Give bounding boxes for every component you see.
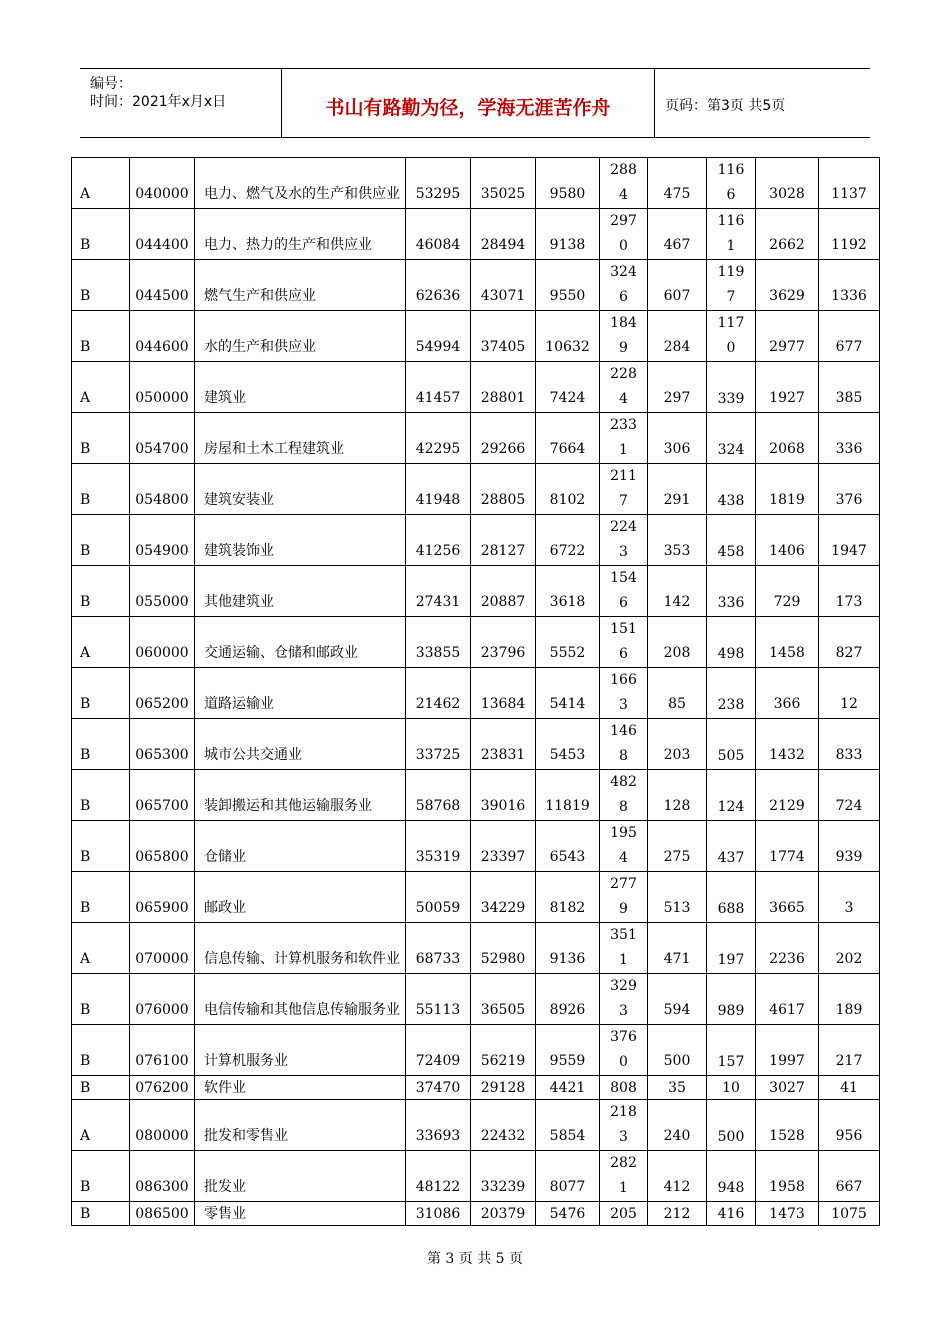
cell-value-3: 8102: [536, 464, 600, 515]
cell-value-3: 7664: [536, 413, 600, 464]
cell-level: B: [72, 413, 130, 464]
cell-value-1: 46084: [406, 209, 471, 260]
cell-value-4: 2821: [600, 1151, 648, 1202]
cell-industry-name: 邮政业: [195, 872, 406, 923]
cell-value-1: 58768: [406, 770, 471, 821]
cell-value-7: 1958: [756, 1151, 819, 1202]
cell-value-5: 353: [648, 515, 707, 566]
cell-value-7: 2977: [756, 311, 819, 362]
cell-value-3: 5476: [536, 1202, 600, 1226]
cell-value-6: 458: [707, 515, 756, 566]
cell-level: B: [72, 1151, 130, 1202]
cell-code: 055000: [130, 566, 195, 617]
cell-value-3: 5453: [536, 719, 600, 770]
cell-value-5: 306: [648, 413, 707, 464]
table-row: [72, 260, 880, 311]
cell-value-3: 5552: [536, 617, 600, 668]
cell-value-2: 52980: [471, 923, 536, 974]
cell-value-7: 1473: [756, 1202, 819, 1226]
cell-value-6: 438: [707, 464, 756, 515]
cell-code: 044600: [130, 311, 195, 362]
cell-value-8: 956: [819, 1100, 880, 1151]
cell-value-7: 2662: [756, 209, 819, 260]
cell-industry-name: 房屋和土木工程建筑业: [195, 413, 406, 464]
cell-value-6: 238: [707, 668, 756, 719]
cell-code: 076200: [130, 1076, 195, 1100]
cell-value-8: 833: [819, 719, 880, 770]
cell-value-2: 34229: [471, 872, 536, 923]
cell-industry-name: 电信传输和其他信息传输服务业: [195, 974, 406, 1025]
cell-code: 086300: [130, 1151, 195, 1202]
industry-table: [71, 157, 880, 1226]
page-footer: 第 3 页 共 5 页: [426, 1251, 524, 1267]
cell-value-4: 2884: [600, 158, 648, 209]
cell-value-1: 72409: [406, 1025, 471, 1076]
table-row: [72, 566, 880, 617]
cell-value-7: 2236: [756, 923, 819, 974]
cell-value-2: 23831: [471, 719, 536, 770]
cell-code: 065800: [130, 821, 195, 872]
cell-value-1: 35319: [406, 821, 471, 872]
cell-value-6: 336: [707, 566, 756, 617]
cell-value-6: 688: [707, 872, 756, 923]
cell-value-8: 1137: [819, 158, 880, 209]
cell-value-1: 50059: [406, 872, 471, 923]
cell-value-7: 3028: [756, 158, 819, 209]
cell-industry-name: 其他建筑业: [195, 566, 406, 617]
cell-level: B: [72, 821, 130, 872]
page-header: [80, 68, 870, 138]
cell-code: 040000: [130, 158, 195, 209]
cell-code: 054900: [130, 515, 195, 566]
cell-code: 054800: [130, 464, 195, 515]
cell-value-5: 212: [648, 1202, 707, 1226]
cell-code: 080000: [130, 1100, 195, 1151]
cell-value-1: 53295: [406, 158, 471, 209]
cell-value-3: 9559: [536, 1025, 600, 1076]
cell-code: 060000: [130, 617, 195, 668]
cell-value-6: 339: [707, 362, 756, 413]
cell-level: B: [72, 566, 130, 617]
cell-industry-name: 建筑装饰业: [195, 515, 406, 566]
table-row: [72, 1025, 880, 1076]
cell-industry-name: 装卸搬运和其他运输服务业: [195, 770, 406, 821]
cell-value-5: 240: [648, 1100, 707, 1151]
cell-value-7: 1406: [756, 515, 819, 566]
table-row: [72, 974, 880, 1025]
cell-code: 065300: [130, 719, 195, 770]
cell-value-8: 1075: [819, 1202, 880, 1226]
cell-code: 065200: [130, 668, 195, 719]
cell-code: 054700: [130, 413, 195, 464]
cell-value-5: 471: [648, 923, 707, 974]
cell-value-1: 37470: [406, 1076, 471, 1100]
cell-industry-name: 建筑业: [195, 362, 406, 413]
cell-value-2: 56219: [471, 1025, 536, 1076]
cell-value-3: 11819: [536, 770, 600, 821]
cell-code: 050000: [130, 362, 195, 413]
header-page-number: 页码：第3页 共5页: [665, 98, 786, 114]
cell-value-1: 55113: [406, 974, 471, 1025]
cell-industry-name: 电力、燃气及水的生产和供应业: [195, 158, 406, 209]
cell-industry-name: 计算机服务业: [195, 1025, 406, 1076]
cell-value-8: 189: [819, 974, 880, 1025]
industry-table-body: [72, 158, 880, 1226]
cell-value-7: 729: [756, 566, 819, 617]
cell-value-5: 467: [648, 209, 707, 260]
cell-value-6: 416: [707, 1202, 756, 1226]
table-row: [72, 668, 880, 719]
cell-value-5: 284: [648, 311, 707, 362]
table-row: [72, 464, 880, 515]
cell-value-5: 297: [648, 362, 707, 413]
cell-value-4: 2117: [600, 464, 648, 515]
cell-value-4: 1468: [600, 719, 648, 770]
cell-level: B: [72, 974, 130, 1025]
cell-value-7: 1458: [756, 617, 819, 668]
cell-value-8: 41: [819, 1076, 880, 1100]
cell-value-3: 6722: [536, 515, 600, 566]
cell-level: B: [72, 770, 130, 821]
cell-value-8: 202: [819, 923, 880, 974]
cell-value-3: 9138: [536, 209, 600, 260]
cell-value-6: 324: [707, 413, 756, 464]
cell-value-2: 20887: [471, 566, 536, 617]
cell-value-4: 2970: [600, 209, 648, 260]
cell-value-4: 1954: [600, 821, 648, 872]
table-row: [72, 923, 880, 974]
cell-value-8: 336: [819, 413, 880, 464]
table-row: [72, 1100, 880, 1151]
cell-value-8: 939: [819, 821, 880, 872]
cell-value-4: 4828: [600, 770, 648, 821]
header-time: 时间：2021年x月x日: [90, 94, 227, 110]
cell-value-6: 124: [707, 770, 756, 821]
cell-industry-name: 电力、热力的生产和供应业: [195, 209, 406, 260]
cell-value-2: 28801: [471, 362, 536, 413]
table-row: [72, 719, 880, 770]
table-row: [72, 617, 880, 668]
cell-value-6: 10: [707, 1076, 756, 1100]
cell-value-3: 5414: [536, 668, 600, 719]
cell-value-7: 366: [756, 668, 819, 719]
table-row: [72, 872, 880, 923]
cell-value-2: 36505: [471, 974, 536, 1025]
cell-value-1: 41256: [406, 515, 471, 566]
cell-value-4: 2331: [600, 413, 648, 464]
cell-value-6: 505: [707, 719, 756, 770]
cell-value-8: 1947: [819, 515, 880, 566]
cell-value-1: 42295: [406, 413, 471, 464]
cell-value-1: 33855: [406, 617, 471, 668]
cell-value-6: 989: [707, 974, 756, 1025]
cell-value-6: 1161: [707, 209, 756, 260]
cell-value-3: 10632: [536, 311, 600, 362]
cell-value-3: 8077: [536, 1151, 600, 1202]
cell-value-7: 1819: [756, 464, 819, 515]
cell-value-8: 667: [819, 1151, 880, 1202]
cell-value-6: 157: [707, 1025, 756, 1076]
cell-value-1: 31086: [406, 1202, 471, 1226]
cell-value-1: 33693: [406, 1100, 471, 1151]
cell-level: B: [72, 668, 130, 719]
cell-value-2: 37405: [471, 311, 536, 362]
cell-value-8: 1192: [819, 209, 880, 260]
cell-value-4: 2779: [600, 872, 648, 923]
cell-level: B: [72, 872, 130, 923]
cell-value-4: 3293: [600, 974, 648, 1025]
cell-value-5: 35: [648, 1076, 707, 1100]
cell-level: A: [72, 158, 130, 209]
cell-value-5: 203: [648, 719, 707, 770]
cell-value-6: 500: [707, 1100, 756, 1151]
cell-level: A: [72, 362, 130, 413]
cell-industry-name: 城市公共交通业: [195, 719, 406, 770]
cell-level: B: [72, 1202, 130, 1226]
cell-value-2: 20379: [471, 1202, 536, 1226]
cell-value-2: 28494: [471, 209, 536, 260]
cell-industry-name: 燃气生产和供应业: [195, 260, 406, 311]
cell-value-2: 28805: [471, 464, 536, 515]
header-page-cell: [655, 69, 870, 137]
cell-value-7: 3027: [756, 1076, 819, 1100]
cell-value-4: 1516: [600, 617, 648, 668]
cell-value-6: 1170: [707, 311, 756, 362]
cell-value-7: 1528: [756, 1100, 819, 1151]
header-motto-cell: [282, 69, 655, 137]
cell-value-4: 3246: [600, 260, 648, 311]
cell-code: 076000: [130, 974, 195, 1025]
cell-value-8: 217: [819, 1025, 880, 1076]
cell-value-6: 197: [707, 923, 756, 974]
cell-value-8: 173: [819, 566, 880, 617]
table-row: [72, 515, 880, 566]
table-row: [72, 413, 880, 464]
cell-value-5: 142: [648, 566, 707, 617]
cell-value-4: 808: [600, 1076, 648, 1100]
cell-code: 044400: [130, 209, 195, 260]
cell-value-3: 3618: [536, 566, 600, 617]
header-number: 编号：: [90, 76, 132, 92]
cell-value-6: 948: [707, 1151, 756, 1202]
cell-value-5: 513: [648, 872, 707, 923]
cell-value-2: 43071: [471, 260, 536, 311]
cell-value-6: 498: [707, 617, 756, 668]
cell-value-5: 208: [648, 617, 707, 668]
cell-value-3: 9550: [536, 260, 600, 311]
cell-level: A: [72, 1100, 130, 1151]
cell-value-8: 385: [819, 362, 880, 413]
cell-level: B: [72, 515, 130, 566]
cell-value-7: 1997: [756, 1025, 819, 1076]
cell-value-2: 28127: [471, 515, 536, 566]
table-row: [72, 158, 880, 209]
cell-value-1: 48122: [406, 1151, 471, 1202]
cell-industry-name: 信息传输、计算机服务和软件业: [195, 923, 406, 974]
cell-value-5: 500: [648, 1025, 707, 1076]
cell-value-8: 827: [819, 617, 880, 668]
cell-value-3: 8182: [536, 872, 600, 923]
cell-value-8: 3: [819, 872, 880, 923]
cell-value-2: 22432: [471, 1100, 536, 1151]
cell-value-4: 3760: [600, 1025, 648, 1076]
cell-industry-name: 仓储业: [195, 821, 406, 872]
table-row: [72, 1076, 880, 1100]
cell-value-5: 275: [648, 821, 707, 872]
cell-value-4: 2284: [600, 362, 648, 413]
cell-value-1: 62636: [406, 260, 471, 311]
cell-value-2: 33239: [471, 1151, 536, 1202]
cell-value-2: 23397: [471, 821, 536, 872]
cell-value-2: 35025: [471, 158, 536, 209]
table-row: [72, 209, 880, 260]
cell-value-1: 41948: [406, 464, 471, 515]
cell-value-8: 724: [819, 770, 880, 821]
cell-value-4: 3511: [600, 923, 648, 974]
table-row: [72, 1151, 880, 1202]
cell-value-7: 1927: [756, 362, 819, 413]
cell-value-6: 437: [707, 821, 756, 872]
cell-industry-name: 批发业: [195, 1151, 406, 1202]
cell-industry-name: 水的生产和供应业: [195, 311, 406, 362]
cell-code: 065700: [130, 770, 195, 821]
cell-value-8: 1336: [819, 260, 880, 311]
cell-value-2: 39016: [471, 770, 536, 821]
cell-industry-name: 交通运输、仓储和邮政业: [195, 617, 406, 668]
table-row: [72, 1202, 880, 1226]
cell-value-3: 6543: [536, 821, 600, 872]
cell-industry-name: 零售业: [195, 1202, 406, 1226]
cell-value-7: 2129: [756, 770, 819, 821]
cell-value-7: 2068: [756, 413, 819, 464]
cell-value-5: 291: [648, 464, 707, 515]
cell-value-1: 33725: [406, 719, 471, 770]
cell-value-2: 29128: [471, 1076, 536, 1100]
cell-value-5: 475: [648, 158, 707, 209]
cell-value-4: 1849: [600, 311, 648, 362]
cell-value-4: 205: [600, 1202, 648, 1226]
cell-value-5: 607: [648, 260, 707, 311]
cell-value-1: 68733: [406, 923, 471, 974]
cell-industry-name: 批发和零售业: [195, 1100, 406, 1151]
cell-code: 065900: [130, 872, 195, 923]
cell-level: B: [72, 1076, 130, 1100]
cell-value-3: 4421: [536, 1076, 600, 1100]
cell-value-1: 21462: [406, 668, 471, 719]
cell-value-5: 128: [648, 770, 707, 821]
cell-value-4: 1546: [600, 566, 648, 617]
cell-value-6: 1197: [707, 260, 756, 311]
cell-value-1: 54994: [406, 311, 471, 362]
cell-code: 044500: [130, 260, 195, 311]
cell-value-1: 27431: [406, 566, 471, 617]
cell-value-7: 1774: [756, 821, 819, 872]
header-motto: 书山有路勤为径，学海无涯苦作舟: [325, 97, 611, 119]
cell-value-7: 1432: [756, 719, 819, 770]
table-row: [72, 311, 880, 362]
cell-level: B: [72, 209, 130, 260]
cell-level: A: [72, 923, 130, 974]
cell-value-2: 23796: [471, 617, 536, 668]
cell-value-8: 376: [819, 464, 880, 515]
table-row: [72, 821, 880, 872]
cell-value-8: 12: [819, 668, 880, 719]
cell-value-2: 13684: [471, 668, 536, 719]
cell-industry-name: 道路运输业: [195, 668, 406, 719]
cell-level: B: [72, 311, 130, 362]
cell-value-4: 2243: [600, 515, 648, 566]
cell-code: 086500: [130, 1202, 195, 1226]
cell-value-7: 4617: [756, 974, 819, 1025]
cell-industry-name: 软件业: [195, 1076, 406, 1100]
cell-value-1: 41457: [406, 362, 471, 413]
cell-value-2: 29266: [471, 413, 536, 464]
table-row: [72, 362, 880, 413]
cell-value-8: 677: [819, 311, 880, 362]
cell-code: 076100: [130, 1025, 195, 1076]
cell-industry-name: 建筑安装业: [195, 464, 406, 515]
cell-code: 070000: [130, 923, 195, 974]
cell-value-3: 7424: [536, 362, 600, 413]
cell-level: B: [72, 1025, 130, 1076]
cell-level: B: [72, 719, 130, 770]
cell-level: A: [72, 617, 130, 668]
cell-value-7: 3629: [756, 260, 819, 311]
cell-value-5: 85: [648, 668, 707, 719]
cell-level: B: [72, 260, 130, 311]
cell-value-7: 3665: [756, 872, 819, 923]
cell-value-5: 594: [648, 974, 707, 1025]
cell-value-3: 9580: [536, 158, 600, 209]
header-meta: [80, 69, 282, 137]
cell-value-4: 1663: [600, 668, 648, 719]
cell-value-4: 2183: [600, 1100, 648, 1151]
cell-value-6: 1166: [707, 158, 756, 209]
table-row: [72, 770, 880, 821]
cell-value-3: 8926: [536, 974, 600, 1025]
cell-level: B: [72, 464, 130, 515]
cell-value-3: 5854: [536, 1100, 600, 1151]
cell-value-5: 412: [648, 1151, 707, 1202]
cell-value-3: 9136: [536, 923, 600, 974]
